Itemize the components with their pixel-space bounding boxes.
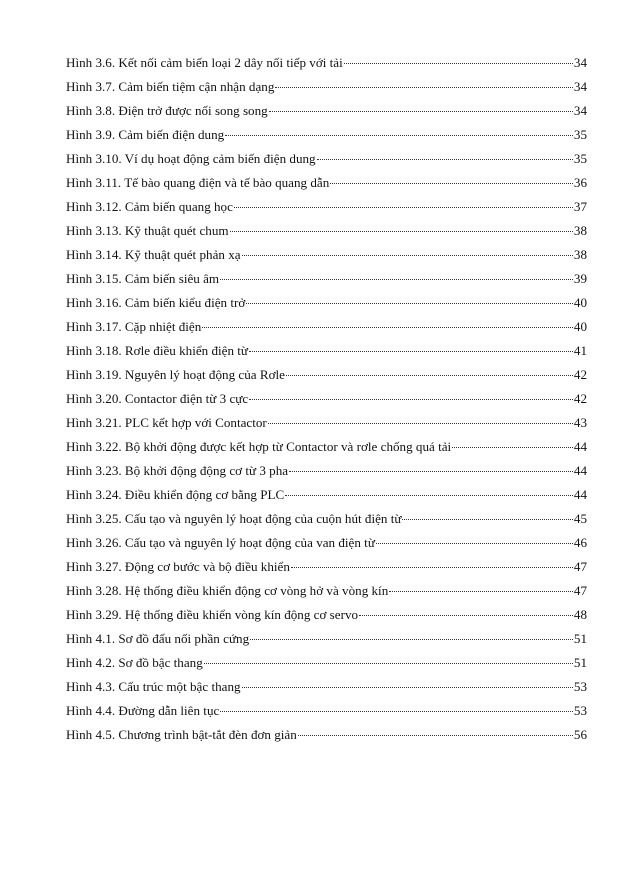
toc-entry-page: 48 bbox=[573, 607, 587, 622]
toc-entry-page: 53 bbox=[573, 679, 587, 694]
toc-entry-label: Hình 3.29. Hệ thống điều khiển vòng kín động cơ servo bbox=[66, 607, 359, 622]
toc-entry-label: Hình 3.18. Rơle điều khiển điện từ bbox=[66, 343, 249, 358]
toc-dot-leader bbox=[452, 447, 573, 448]
toc-entry[interactable] bbox=[66, 603, 587, 627]
toc-entry-label: Hình 3.12. Cảm biến quang học bbox=[66, 199, 233, 214]
toc-entry-page: 34 bbox=[573, 55, 587, 70]
toc-entry-page: 35 bbox=[573, 151, 587, 166]
toc-entry[interactable] bbox=[66, 195, 587, 219]
toc-dot-leader bbox=[220, 711, 573, 712]
toc-entry[interactable] bbox=[66, 627, 587, 651]
toc-dot-leader bbox=[268, 423, 573, 424]
toc-entry-page: 41 bbox=[573, 343, 587, 358]
toc-entry-page: 37 bbox=[573, 199, 587, 214]
table-of-figures bbox=[66, 51, 587, 747]
toc-entry-label: Hình 3.22. Bộ khởi động được kết hợp từ Contactor và rơle chống quá tải bbox=[66, 439, 452, 454]
toc-entry-label: Hình 3.26. Cấu tạo và nguyên lý hoạt động của van điện từ bbox=[66, 535, 375, 550]
toc-entry[interactable] bbox=[66, 651, 587, 675]
toc-entry[interactable] bbox=[66, 483, 587, 507]
toc-entry-page: 40 bbox=[573, 319, 587, 334]
toc-dot-leader bbox=[204, 663, 573, 664]
toc-entry[interactable] bbox=[66, 531, 587, 555]
toc-entry[interactable] bbox=[66, 99, 587, 123]
toc-dot-leader bbox=[234, 207, 573, 208]
toc-entry-label: Hình 3.7. Cảm biến tiệm cận nhận dạng bbox=[66, 79, 275, 94]
toc-entry[interactable] bbox=[66, 411, 587, 435]
toc-entry-label: Hình 3.9. Cảm biến điện dung bbox=[66, 127, 225, 142]
toc-dot-leader bbox=[344, 63, 573, 64]
toc-entry-page: 38 bbox=[573, 223, 587, 238]
toc-dot-leader bbox=[202, 327, 573, 328]
toc-entry-page: 42 bbox=[573, 367, 587, 382]
toc-entry-label: Hình 4.5. Chương trình bật-tắt đèn đơn giản bbox=[66, 727, 297, 742]
toc-entry-label: Hình 4.4. Đường dẫn liên tục bbox=[66, 703, 220, 718]
toc-entry-page: 44 bbox=[573, 439, 587, 454]
toc-dot-leader bbox=[291, 567, 573, 568]
toc-entry[interactable] bbox=[66, 339, 587, 363]
toc-dot-leader bbox=[389, 591, 573, 592]
toc-entry[interactable] bbox=[66, 123, 587, 147]
toc-entry-page: 47 bbox=[573, 583, 587, 598]
toc-entry-label: Hình 4.2. Sơ đồ bậc thang bbox=[66, 655, 203, 670]
toc-dot-leader bbox=[225, 135, 573, 136]
toc-entry-page: 39 bbox=[573, 271, 587, 286]
toc-entry-page: 45 bbox=[573, 511, 587, 526]
toc-dot-leader bbox=[285, 495, 573, 496]
toc-entry-page: 44 bbox=[573, 463, 587, 478]
toc-entry[interactable] bbox=[66, 723, 587, 747]
toc-entry-label: Hình 3.10. Ví dụ hoạt động cảm biến điện dung bbox=[66, 151, 316, 166]
toc-entry-label: Hình 3.13. Kỹ thuật quét chum bbox=[66, 223, 229, 238]
toc-entry-label: Hình 3.27. Động cơ bước và bộ điều khiển bbox=[66, 559, 290, 574]
toc-entry-label: Hình 4.3. Cấu trúc một bậc thang bbox=[66, 679, 241, 694]
toc-entry-label: Hình 3.24. Điều khiển động cơ bằng PLC bbox=[66, 487, 285, 502]
toc-dot-leader bbox=[359, 615, 573, 616]
toc-entry-page: 42 bbox=[573, 391, 587, 406]
toc-entry-label: Hình 3.14. Kỹ thuật quét phản xạ bbox=[66, 247, 241, 262]
toc-dot-leader bbox=[242, 255, 573, 256]
toc-entry[interactable] bbox=[66, 147, 587, 171]
toc-dot-leader bbox=[249, 351, 573, 352]
toc-entry[interactable] bbox=[66, 507, 587, 531]
toc-entry[interactable] bbox=[66, 243, 587, 267]
toc-entry[interactable] bbox=[66, 435, 587, 459]
toc-dot-leader bbox=[220, 279, 573, 280]
toc-entry-label: Hình 3.16. Cảm biến kiểu điện trở bbox=[66, 295, 246, 310]
toc-entry[interactable] bbox=[66, 267, 587, 291]
toc-entry-page: 46 bbox=[573, 535, 587, 550]
toc-entry-page: 51 bbox=[573, 631, 587, 646]
toc-entry-page: 47 bbox=[573, 559, 587, 574]
toc-entry-label: Hình 3.23. Bộ khởi động động cơ từ 3 pha bbox=[66, 463, 289, 478]
toc-entry-label: Hình 3.19. Nguyên lý hoạt động của Rơle bbox=[66, 367, 285, 382]
toc-entry[interactable] bbox=[66, 459, 587, 483]
toc-entry[interactable] bbox=[66, 675, 587, 699]
toc-dot-leader bbox=[289, 471, 573, 472]
toc-entry-label: Hình 4.1. Sơ đồ đấu nối phần cứng bbox=[66, 631, 250, 646]
toc-entry-label: Hình 3.17. Cặp nhiệt điện bbox=[66, 319, 202, 334]
toc-entry[interactable] bbox=[66, 171, 587, 195]
toc-entry-page: 53 bbox=[573, 703, 587, 718]
toc-entry[interactable] bbox=[66, 387, 587, 411]
toc-entry-label: Hình 3.15. Cảm biến siêu âm bbox=[66, 271, 220, 286]
toc-dot-leader bbox=[249, 399, 573, 400]
toc-dot-leader bbox=[275, 87, 573, 88]
toc-entry-page: 38 bbox=[573, 247, 587, 262]
toc-entry[interactable] bbox=[66, 51, 587, 75]
toc-dot-leader bbox=[269, 111, 573, 112]
toc-entry[interactable] bbox=[66, 555, 587, 579]
toc-entry-page: 36 bbox=[573, 175, 587, 190]
toc-entry[interactable] bbox=[66, 363, 587, 387]
toc-entry[interactable] bbox=[66, 699, 587, 723]
toc-dot-leader bbox=[317, 159, 573, 160]
toc-dot-leader bbox=[246, 303, 573, 304]
toc-entry-label: Hình 3.6. Kết nối cảm biến loại 2 dây nối tiếp với tải bbox=[66, 55, 343, 70]
toc-entry[interactable] bbox=[66, 315, 587, 339]
toc-entry-label: Hình 3.21. PLC kết hợp với Contactor bbox=[66, 415, 267, 430]
toc-entry[interactable] bbox=[66, 291, 587, 315]
toc-dot-leader bbox=[330, 183, 573, 184]
toc-entry-label: Hình 3.8. Điện trở được nối song song bbox=[66, 103, 268, 118]
toc-dot-leader bbox=[286, 375, 573, 376]
toc-entry-label: Hình 3.28. Hệ thống điều khiển động cơ vòng hở và vòng kín bbox=[66, 583, 389, 598]
toc-entry-page: 43 bbox=[573, 415, 587, 430]
toc-entry[interactable] bbox=[66, 219, 587, 243]
toc-entry-page: 56 bbox=[573, 727, 587, 742]
toc-entry-page: 34 bbox=[573, 79, 587, 94]
toc-dot-leader bbox=[242, 687, 573, 688]
toc-dot-leader bbox=[402, 519, 572, 520]
toc-entry[interactable] bbox=[66, 75, 587, 99]
toc-entry-page: 40 bbox=[573, 295, 587, 310]
toc-entry-page: 51 bbox=[573, 655, 587, 670]
toc-dot-leader bbox=[298, 735, 573, 736]
toc-entry-label: Hình 3.20. Contactor điện từ 3 cực bbox=[66, 391, 249, 406]
toc-entry-page: 35 bbox=[573, 127, 587, 142]
toc-entry-page: 34 bbox=[573, 103, 587, 118]
toc-dot-leader bbox=[376, 543, 573, 544]
toc-entry[interactable] bbox=[66, 579, 587, 603]
toc-entry-label: Hình 3.11. Tế bào quang điện và tế bào quang dẫn bbox=[66, 175, 330, 190]
toc-entry-label: Hình 3.25. Cấu tạo và nguyên lý hoạt động của cuộn hút điện từ bbox=[66, 511, 402, 526]
toc-dot-leader bbox=[230, 231, 573, 232]
toc-entry-page: 44 bbox=[573, 487, 587, 502]
toc-dot-leader bbox=[250, 639, 573, 640]
